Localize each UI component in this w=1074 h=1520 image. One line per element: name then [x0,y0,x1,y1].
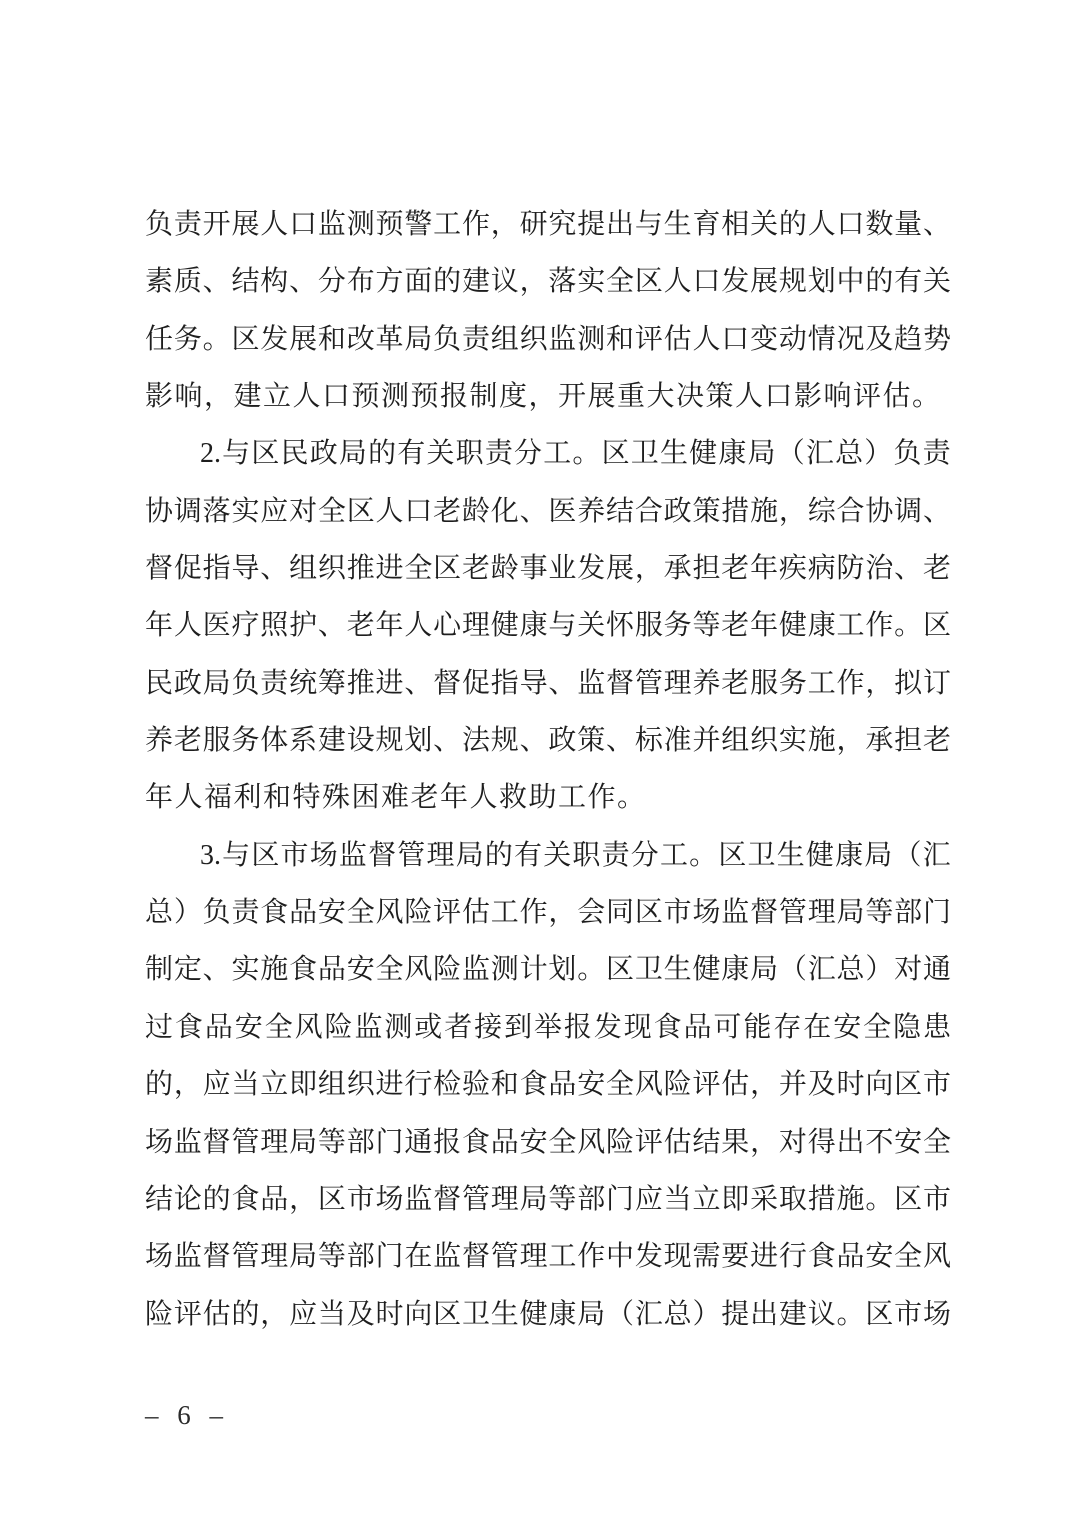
text-line: 任 务 。 区 发 展 和 改 革 局 负 责 组 织 监 测 和 评 估 人 口 变 动 情 况 及 趋 势 [145,323,951,355]
text-line: 的 ， 应 当 立 即 组 织 进 行 检 验 和 食 品 安 全 风 险 评 估 ， 并 及 时 向 区 市 [145,1069,951,1101]
text-line: 结 论 的 食 品 ， 区 市 场 监 督 管 理 局 等 部 门 应 当 立 即 采 取 措 施 。 区 市 [145,1183,951,1215]
text-line: 年人福利和特殊困难老年人救助工作。 [145,782,647,814]
text-line: 险 评 估 的 ， 应 当 及 时 向 区 卫 生 健 康 局 （ 汇 总 ） 提 出 建 议 。 区 市 场 [145,1298,951,1330]
document-body [145,196,951,1343]
text-line: 总 ） 负 责 食 品 安 全 风 险 评 估 工 作 ， 会 同 区 市 场 监 督 管 理 局 等 部 门 [145,897,951,929]
text-line: 年 人 医 疗 照 护 、 老 年 人 心 理 健 康 与 关 怀 服 务 等 老 年 健 康 工 作 。 区 [145,610,951,642]
text-line: 养 老 服 务 体 系 建 设 规 划 、 法 规 、 政 策 、 标 准 并 组 织 实 施 ， 承 担 老 [145,725,951,757]
text-line: 民 政 局 负 责 统 筹 推 进 、 督 促 指 导 、 监 督 管 理 养 老 服 务 工 作 ， 拟 订 [145,667,951,699]
text-line: 协 调 落 实 应 对 全 区 人 口 老 龄 化 、 医 养 结 合 政 策 措 施 ， 综 合 协 调 、 [145,495,951,527]
text-line: 影响，建立人口预测预报制度，开展重大决策人口影响评估。 [145,381,942,413]
text-line: 负 责 开 展 人 口 监 测 预 警 工 作 ， 研 究 提 出 与 生 育 相 关 的 人 口 数 量 、 [145,209,951,240]
text-line: 场 监 督 管 理 局 等 部 门 在 监 督 管 理 工 作 中 发 现 需 要 进 行 食 品 安 全 风 [145,1241,951,1273]
text-line: 督 促 指 导 、 组 织 推 进 全 区 老 龄 事 业 发 展 ， 承 担 老 年 疾 病 防 治 、 老 [145,553,951,585]
paragraph-start-line: 3. 与 区 市 场 监 督 管 理 局 的 有 关 职 责 分 工 。 区 卫 生 健 康 局 （ 汇 [200,839,951,871]
paragraph-start-line: 2. 与 区 民 政 局 的 有 关 职 责 分 工 。 区 卫 生 健 康 局 （ 汇 总 ） 负 责 [200,438,951,470]
page-number: – 6 – [145,1400,229,1430]
text-line: 场 监 督 管 理 局 等 部 门 通 报 食 品 安 全 风 险 评 估 结 果 ， 对 得 出 不 安 全 [145,1126,951,1158]
text-line: 制 定 、 实 施 食 品 安 全 风 险 监 测 计 划 。 区 卫 生 健 康 局 （ 汇 总 ） 对 通 [145,954,951,986]
text-line: 素 质 、 结 构 、 分 布 方 面 的 建 议 ， 落 实 全 区 人 口 发 展 规 划 中 的 有 关 [145,266,951,298]
text-line: 过 食 品 安 全 风 险 监 测 或 者 接 到 举 报 发 现 食 品 可 能 存 在 安 全 隐 患 [145,1011,951,1043]
